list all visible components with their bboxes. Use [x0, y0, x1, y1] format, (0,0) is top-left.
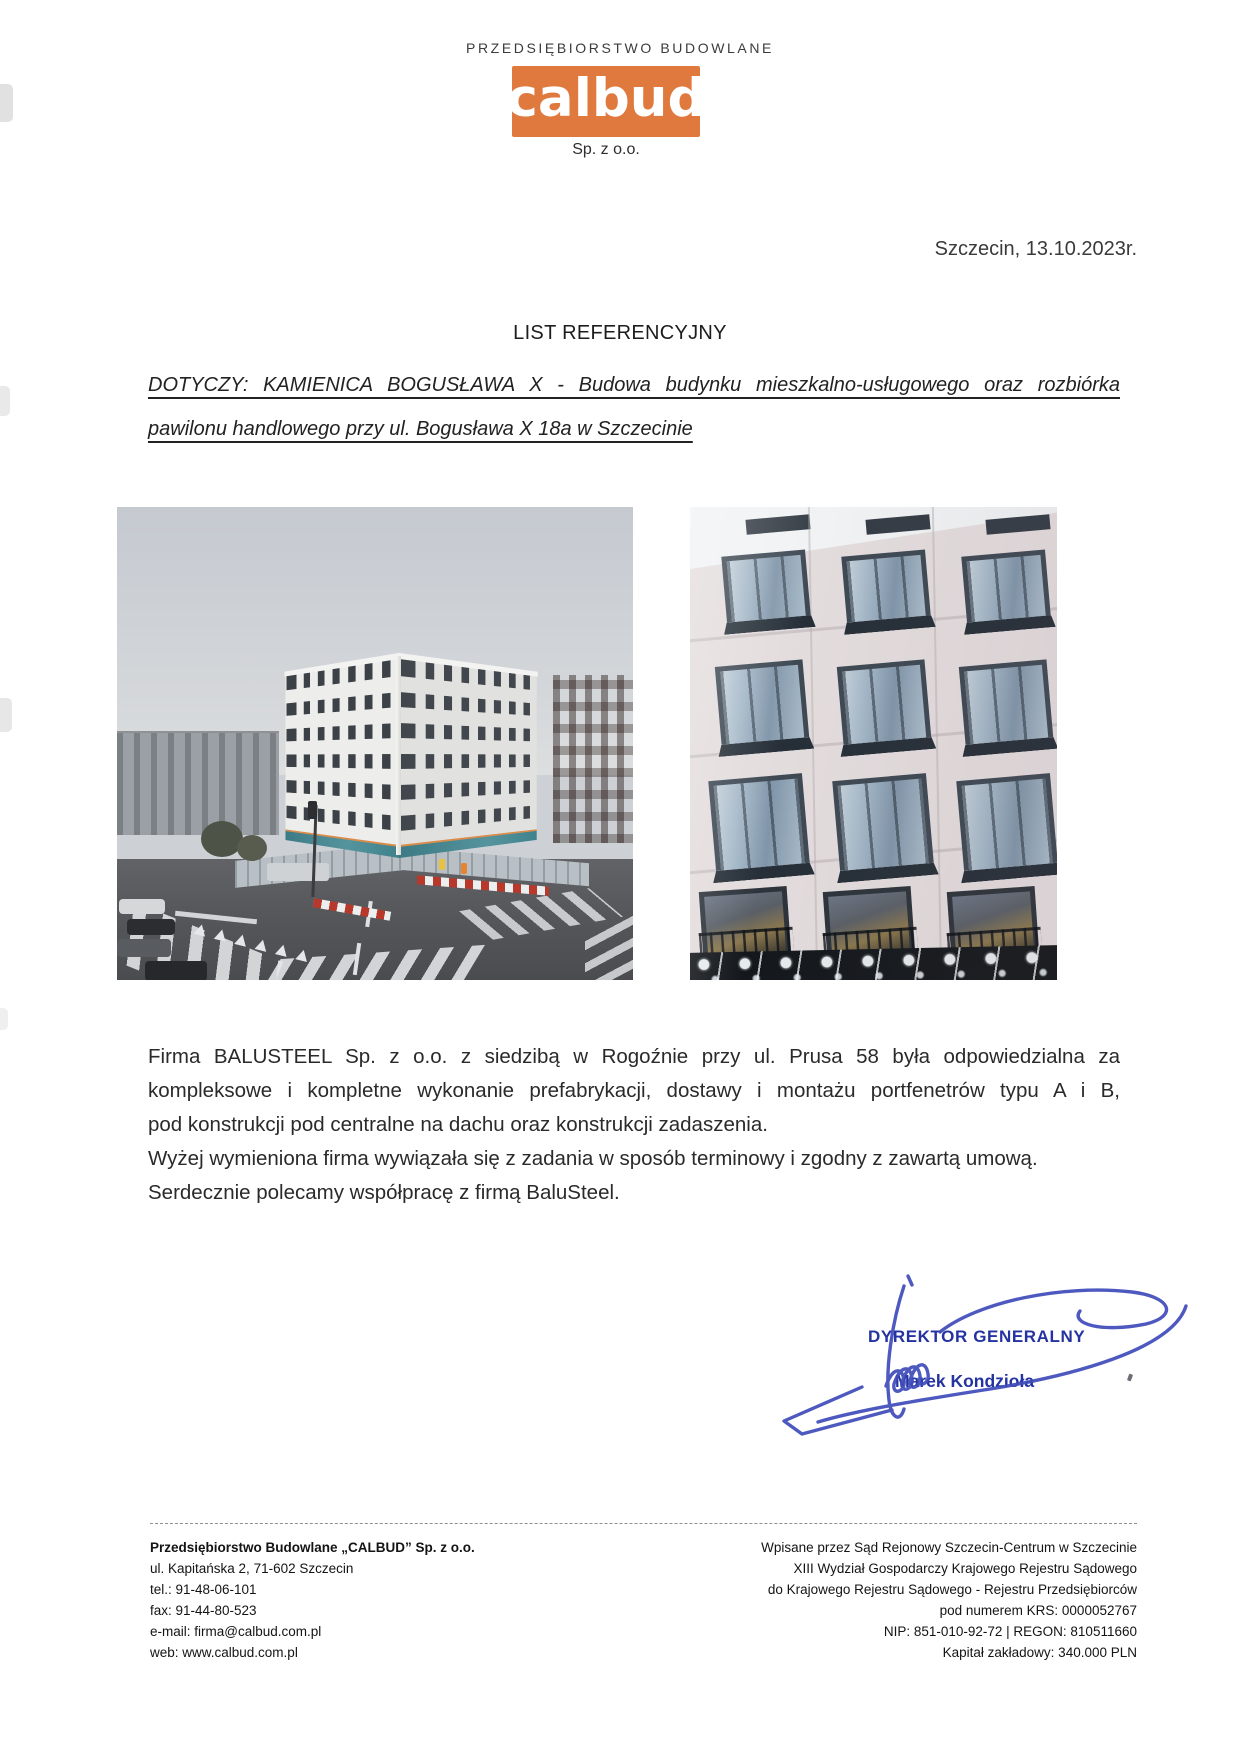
footer-company-name: Przedsiębiorstwo Budowlane „CALBUD” Sp. z o.o.: [150, 1540, 475, 1555]
construction-worker: [461, 863, 467, 874]
balcony: [721, 549, 810, 622]
calbud-logo: [506, 66, 706, 137]
balcony: [841, 549, 930, 622]
scan-artifact: [0, 1008, 8, 1030]
balcony: [956, 773, 1057, 871]
footer-registry-info: [761, 1537, 1137, 1663]
date-line: Szczecin, 13.10.2023r.: [934, 238, 1137, 260]
tree: [237, 835, 267, 861]
footer-registry-line: Wpisane przez Sąd Rejonowy Szczecin-Centrum w Szczecinie: [761, 1540, 1137, 1555]
letter-body: [148, 1040, 1120, 1210]
calbud-logo-text: calbud: [506, 68, 706, 129]
footer-krs: pod numerem KRS: 0000052767: [939, 1603, 1137, 1618]
truck: [267, 863, 329, 881]
balcony: [961, 549, 1050, 622]
body-line: Serdecznie polecamy współpracę z firmą BaluSteel.: [148, 1181, 620, 1204]
footer-divider: [150, 1523, 1137, 1524]
signatory-name-stamp: Marek Kondzioła: [895, 1371, 1035, 1391]
footer-capital: Kapitał zakładowy: 340.000 PLN: [942, 1645, 1137, 1660]
building-left-facade: [286, 659, 399, 855]
signature-block: [740, 1270, 1200, 1450]
balcony: [959, 659, 1053, 744]
body-line: kompleksowe i kompletne wykonanie prefabrykacji, dostawy i montażu portfenetrów typu A i B,: [148, 1079, 1120, 1102]
footer-registry-line: XIII Wydział Gospodarczy Krajowego Rejestru Sądowego: [793, 1561, 1137, 1576]
balcony: [715, 659, 809, 744]
photo-street-view: [117, 507, 633, 980]
photo-facade-balconies: [690, 507, 1057, 980]
balcony: [708, 773, 809, 871]
scan-artifact: [0, 84, 13, 122]
left-photo-background-buildings: [117, 731, 279, 835]
footer-address: ul. Kapitańska 2, 71-602 Szczecin: [150, 1561, 354, 1576]
car: [145, 961, 207, 980]
body-line: Firma BALUSTEEL Sp. z o.o. z siedzibą w Rogoźnie przy ul. Prusa 58 była odpowiedzialna za: [148, 1045, 1120, 1068]
body-line: Wyżej wymieniona firma wywiązała się z zadania w sposób terminowy i zgodny z zawartą umową.: [148, 1147, 1038, 1170]
car: [127, 919, 175, 935]
footer-registry-line: do Krajowego Rejestru Sądowego - Rejestru Przedsiębiorców: [767, 1582, 1137, 1597]
left-photo-brick-building: [553, 675, 633, 843]
document-title: LIST REFERENCYJNY: [513, 322, 727, 344]
balcony: [832, 773, 933, 871]
subject-line-2: pawilonu handlowego przy ul. Bogusława X 18a w Szczecinie: [148, 418, 693, 440]
footer-nip-regon: NIP: 851-010-92-72 | REGON: 810511660: [883, 1624, 1137, 1639]
footer-email: e-mail: firma@calbud.com.pl: [150, 1624, 322, 1639]
car: [119, 899, 165, 914]
subject-line-1: DOTYCZY: KAMIENICA BOGUSŁAWA X - Budowa budynku mieszkalno-usługowego oraz rozbiórka: [148, 374, 1120, 396]
scan-artifact: [0, 386, 10, 416]
balcony: [837, 659, 931, 744]
building-corner-edge: [396, 656, 401, 855]
letterhead-company-type: PRZEDSIĘBIORSTWO BUDOWLANE: [466, 40, 774, 56]
footer-fax: fax: 91-44-80-523: [150, 1603, 257, 1618]
footer-phone: tel.: 91-48-06-101: [150, 1582, 257, 1597]
footer-web: web: www.calbud.com.pl: [150, 1645, 298, 1660]
letterhead-company-suffix: Sp. z o.o.: [572, 141, 640, 158]
handwritten-signature-ink: [740, 1270, 1200, 1450]
construction-worker: [439, 859, 445, 870]
traffic-light: [308, 801, 317, 819]
body-line: pod konstrukcji pod centralne na dachu oraz konstrukcji zadaszenia.: [148, 1113, 768, 1136]
building-right-facade: [399, 659, 537, 855]
scan-artifact: [0, 698, 12, 732]
car: [117, 939, 171, 957]
signatory-role-stamp: DYREKTOR GENERALNY: [868, 1327, 1086, 1346]
footer-company-info: [150, 1537, 475, 1663]
